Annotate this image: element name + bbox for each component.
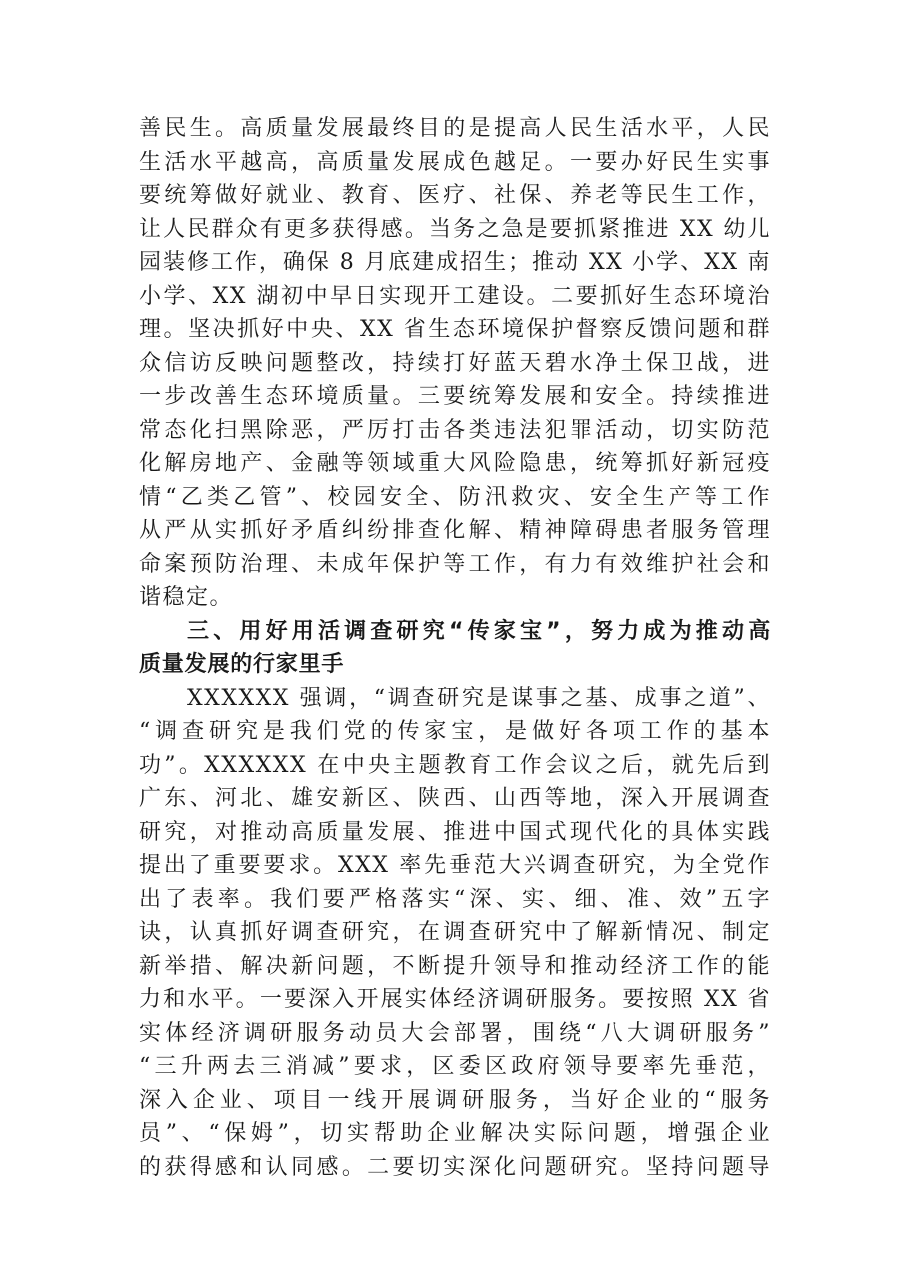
paragraph-line: 深入企业、项目一线开展调研服务，当好企业的“服务 [139,1087,771,1113]
paragraph-line: 常态化扫黑除恶，严厉打击各类违法犯罪活动，切实防范 [139,417,771,443]
paragraph-line: “调查研究是我们党的传家宝，是做好各项工作的基本 [139,719,771,744]
paragraph-line: 众信访反映问题整改，持续打好蓝天碧水净土保卫战，进 [139,350,771,376]
paragraph-line: 从严从实抓好矛盾纠纷排查化解、精神障碍患者服务管理 [139,518,771,543]
paragraph-line: 理。坚决抓好中央、XX 省生态环境保护督察反馈问题和群 [139,317,771,342]
paragraph-line: 功”。XXXXXX 在中央主题教育工作会议之后，就先后到 [139,752,771,778]
paragraph-line: XXXXXX 强调，“调查研究是谋事之基、成事之道”、 [187,685,771,711]
paragraph-line: 员”、“保姆”，切实帮助企业解决实际问题，增强企业 [139,1121,771,1146]
paragraph-line: 情“乙类乙管”、校园安全、防汛救灾、安全生产等工作 [139,484,771,510]
paragraph-line: 生活水平越高，高质量发展成色越足。一要办好民生实事 [139,149,771,175]
paragraph-line: 诀，认真抓好调查研究，在调查研究中了解新情况、制定 [139,920,771,945]
document-body [139,112,771,1184]
section-heading-line: 三、用好用活调查研究“传家宝”，努力成为推动高 [187,618,771,644]
paragraph-line: 园装修工作，确保 8 月底建成招生；推动 XX 小学、XX 南 [139,250,771,275]
paragraph-line: 命案预防治理、未成年保护等工作，有力有效维护社会和 [139,551,771,577]
paragraph-line: 出了表率。我们要严格落实“深、实、细、准、效”五字 [139,886,771,912]
paragraph-line: 要统筹做好就业、教育、医疗、社保、养老等民生工作， [139,183,771,208]
paragraph-line: 的获得感和认同感。二要切实深化问题研究。坚持问题导 [139,1154,771,1180]
paragraph-line: 谐稳定。 [139,585,234,610]
paragraph-line: 广东、河北、雄安新区、陕西、山西等地，深入开展调查 [139,786,771,811]
paragraph-line: 力和水平。一要深入开展实体经济调研服务。要按照 XX 省 [139,987,771,1012]
paragraph-line: 善民生。高质量发展最终目的是提高人民生活水平，人民 [139,116,771,141]
paragraph-line: 实体经济调研服务动员大会部署，围绕“八大调研服务” [139,1020,771,1046]
paragraph-line: 一步改善生态环境质量。三要统筹发展和安全。持续推进 [139,384,771,409]
paragraph-line: 提出了重要要求。XXX 率先垂范大兴调查研究，为全党作 [139,853,771,878]
paragraph-line: 研究，对推动高质量发展、推进中国式现代化的具体实践 [139,819,771,845]
paragraph-line: 新举措、解决新问题，不断提升领导和推动经济工作的能 [139,953,771,979]
section-heading-line: 质量发展的行家里手 [139,652,345,677]
paragraph-line: 让人民群众有更多获得感。当务之急是要抓紧推进 XX 幼儿 [139,216,771,242]
paragraph-line: 化解房地产、金融等领域重大风险隐患，统筹抓好新冠疫 [139,451,771,476]
paragraph-line: 小学、XX 湖初中早日实现开工建设。二要抓好生态环境治 [139,283,771,309]
paragraph-line: “三升两去三消减”要求，区委区政府领导要率先垂范， [139,1054,771,1079]
